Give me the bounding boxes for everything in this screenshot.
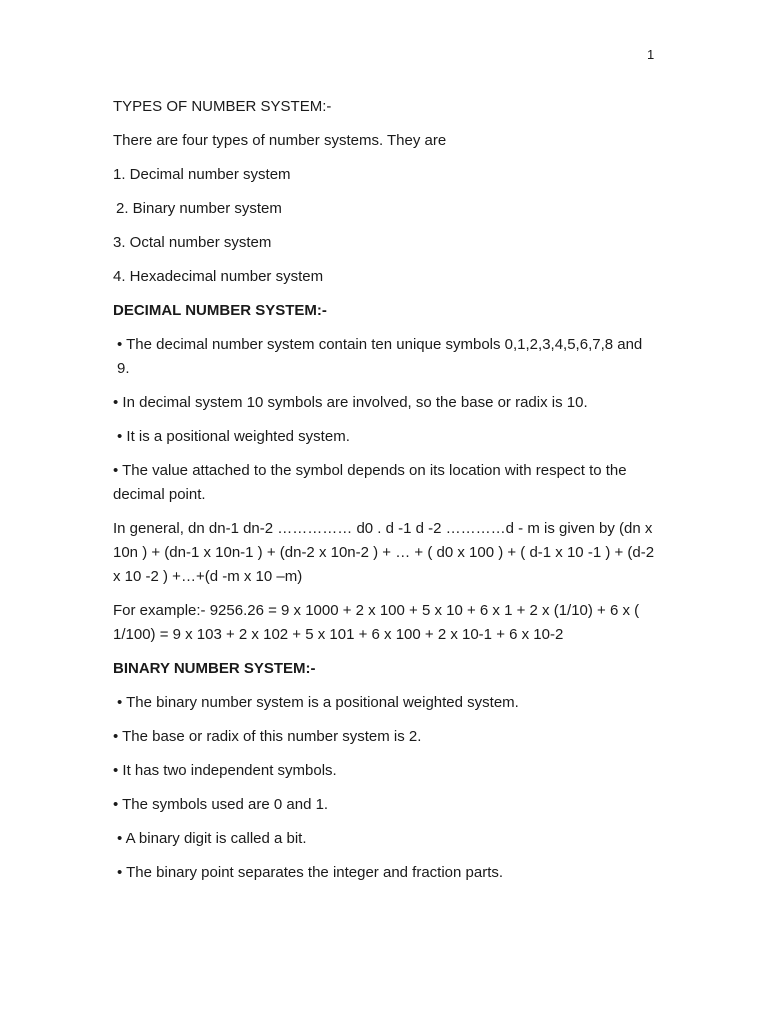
type-item-hexadecimal: 4. Hexadecimal number system <box>113 268 324 285</box>
binary-bullet: • The base or radix of this number system is 2. <box>113 728 422 745</box>
document-body <box>113 95 658 895</box>
type-item-decimal: 1. Decimal number system <box>113 166 291 183</box>
intro-paragraph: There are four types of number systems. They are <box>113 132 447 149</box>
document-title: TYPES OF NUMBER SYSTEM:- <box>113 98 332 115</box>
decimal-bullet: • The decimal number system contain ten unique symbols 0,1,2,3,4,5,6,7,8 and 9. <box>117 336 643 377</box>
type-item-binary: 2. Binary number system <box>116 200 282 217</box>
binary-section-heading: BINARY NUMBER SYSTEM:- <box>113 660 316 677</box>
decimal-general-formula: In general, dn dn-1 dn-2 …………… d0 . d -1 d -2 …………d - m is given by (dn x 10n ) + (dn-1 x 10n-1 ) + (dn-2 x 10n-2 ) + … + ( d0 x 100 ) + ( d-1 x 10 -1 ) + (d-2 x 10 -2 ) +…+(d -m x 10 –m) <box>113 520 655 585</box>
binary-bullet: • The symbols used are 0 and 1. <box>113 796 329 813</box>
decimal-bullet: • The value attached to the symbol depends on its location with respect to the decimal point. <box>113 462 627 503</box>
type-item-octal: 3. Octal number system <box>113 234 272 251</box>
binary-bullet: • The binary point separates the integer and fraction parts. <box>117 864 504 881</box>
binary-bullet: • It has two independent symbols. <box>113 762 337 779</box>
binary-bullet: • A binary digit is called a bit. <box>117 830 307 847</box>
decimal-section-heading: DECIMAL NUMBER SYSTEM:- <box>113 302 327 319</box>
decimal-bullet: • It is a positional weighted system. <box>117 428 350 445</box>
binary-bullet: • The binary number system is a positional weighted system. <box>117 694 519 711</box>
decimal-example: For example:- 9256.26 = 9 x 1000 + 2 x 100 + 5 x 10 + 6 x 1 + 2 x (1/10) + 6 x ( 1/100) = 9 x 103 + 2 x 102 + 5 x 101 + 6 x 100 + 2 x 10-1 + 6 x 10-2 <box>113 602 640 643</box>
decimal-bullet: • In decimal system 10 symbols are involved, so the base or radix is 10. <box>113 394 588 411</box>
page-number: 1 <box>647 47 655 62</box>
